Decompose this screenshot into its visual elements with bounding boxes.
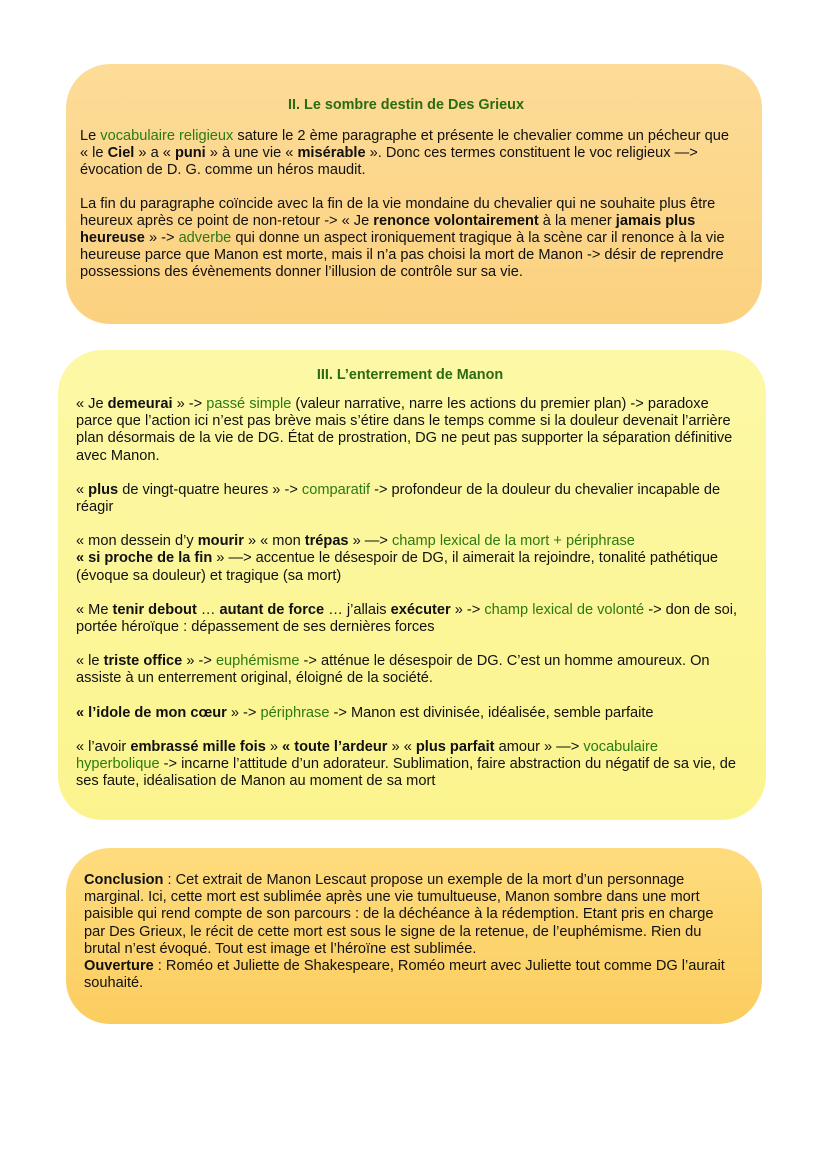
- bold-term: trépas: [304, 533, 349, 550]
- text: » a «: [134, 145, 175, 162]
- text: » —>: [348, 533, 392, 550]
- bold-term: demeurai: [107, 396, 173, 412]
- highlight: adverbe: [178, 230, 232, 247]
- section-3-paragraph-1: [76, 396, 744, 465]
- bold-term: renonce volontairement: [373, 212, 539, 229]
- highlight: vocabulaire hyperbolique: [76, 738, 658, 773]
- conclusion-label: Conclusion: [84, 872, 164, 888]
- text: -> Manon est divinisée, idéalisée, semble parfaite: [329, 704, 654, 721]
- text: « le: [76, 653, 104, 670]
- text: «: [76, 481, 89, 498]
- bold-term: plus parfait: [415, 738, 495, 755]
- text: « Je: [76, 396, 108, 412]
- text: -> profondeur de la douleur du chevalier incapable de réagir: [76, 481, 721, 516]
- section-2-card: [66, 64, 762, 324]
- highlight: champ lexical de la mort + périphrase: [391, 533, 635, 550]
- text: … j’allais: [324, 601, 391, 618]
- conclusion-paragraph: [84, 872, 734, 958]
- text: …: [196, 601, 220, 618]
- bold-term: autant de force: [219, 601, 325, 618]
- bold-term: puni: [174, 145, 206, 162]
- text: La fin du paragraphe coïncide avec la fin de la vie mondaine du chevalier qui ne souhaite plus être heureux après ce point de non-retour -> « Je: [80, 195, 716, 229]
- opening-paragraph: [84, 958, 734, 992]
- bold-term: misérable: [297, 145, 366, 162]
- text: à la mener: [538, 212, 616, 229]
- highlight: passé simple: [206, 396, 292, 412]
- bold-term: embrassé mille fois: [130, 738, 266, 755]
- text: » ->: [182, 653, 216, 670]
- text: amour » —>: [494, 738, 584, 755]
- highlight: champ lexical de volonté: [484, 601, 645, 618]
- section-3-paragraph-3: [76, 533, 744, 585]
- bold-term: « si proche de la fin: [76, 550, 213, 567]
- text: qui donne un aspect ironiquement tragique à la scène car il renonce à la vie heureuse parce que Manon est morte, mais il n’a pas choisi la mort de Manon -> désir de reprendre possessions des évènements donner l’illusion de contrôle sur sa vie.: [80, 230, 725, 281]
- text: » ->: [450, 601, 485, 618]
- text: : Cet extrait de Manon Lescaut propose un exemple de la mort d’un personnage marginal. Ici, cette mort est sublimée après une vie tumultueuse, Manon sombre dans une mort paisible qui rend compte de son parcours : de la déchéance à la rédemption. Etant pris en charge par Des Grieux, le récit de cette mort est sous le signe de la retenue, de l’euphémisme. Rien du brutal n’est évoqué. Tout est image et l’héroïne est sublimée.: [84, 872, 714, 957]
- text: ». Donc ces termes constituent le voc religieux —> évocation de D. G. comme un héros maudit.: [80, 145, 698, 179]
- text: » —> accentue le désespoir de DG, il aimerait la rejoindre, tonalité pathétique (évoque sa douleur) et tragique (sa mort): [76, 550, 719, 584]
- bold-term: exécuter: [390, 601, 451, 618]
- section-3-paragraph-4: [76, 602, 744, 636]
- bold-term: triste office: [103, 653, 183, 670]
- text: » ->: [144, 230, 179, 247]
- text: » ->: [172, 396, 207, 412]
- text: -> atténue le désespoir de DG. C’est un homme amoureux. On assiste à un enterrement original, éloigné de la société.: [76, 653, 710, 687]
- section-2-paragraph-2: [80, 196, 732, 282]
- text: -> incarne l’attitude d’un adorateur. Sublimation, faire abstraction du négatif de sa vie, de ses faute, idéalisation de Manon au moment de sa mort: [76, 756, 736, 790]
- text: : Roméo et Juliette de Shakespeare, Roméo meurt avec Juliette tout comme DG l’aurait souhaité.: [84, 958, 725, 992]
- section-2-title: II. Le sombre destin de Des Grieux: [288, 97, 524, 113]
- text: « l’avoir: [76, 738, 131, 755]
- bold-term: Ciel: [107, 145, 135, 162]
- text: « mon dessein d’y: [76, 533, 198, 550]
- text: -> don de soi, portée héroïque : dépassement de ses dernières forces: [76, 601, 738, 636]
- text: (valeur narrative, narre les actions du premier plan) -> paradoxe parce que l’action ici n’est pas brève mais s’étire dans le temps comme si la douleur devenait l’arrière plan désormais de la vie de DG. État de prostration, DG ne peut pas supporter la séparation définitive avec Manon.: [76, 396, 733, 464]
- conclusion-card: [66, 848, 762, 1024]
- section-3-card: [58, 350, 766, 820]
- section-2-paragraph-1: [80, 128, 732, 180]
- bold-term: « l’idole de mon cœur: [76, 704, 227, 721]
- text: »: [265, 738, 283, 755]
- opening-label: Ouverture: [84, 958, 154, 975]
- highlight: périphrase: [260, 704, 330, 721]
- text: » à une vie «: [205, 145, 298, 162]
- text: » ->: [226, 704, 261, 721]
- section-3-paragraph-7: [76, 739, 744, 791]
- text: sature le 2 ème paragraphe et présente le chevalier comme un pécheur que « le: [80, 128, 730, 162]
- section-3-paragraph-6: [76, 705, 744, 722]
- section-3-paragraph-2: [76, 482, 744, 516]
- text: » « mon: [243, 533, 305, 550]
- highlight: comparatif: [301, 481, 371, 498]
- section-3-paragraph-5: [76, 653, 744, 687]
- bold-term: mourir: [197, 533, 244, 550]
- bold-term: jamais plus heureuse: [80, 212, 696, 247]
- section-3-title: III. L’enterrement de Manon: [316, 367, 504, 383]
- bold-term: tenir debout: [112, 601, 197, 618]
- text: Le: [80, 128, 101, 144]
- text: « Me: [76, 601, 113, 618]
- bold-term: « toute l’ardeur: [282, 738, 388, 755]
- text: de vingt-quatre heures » ->: [118, 481, 302, 498]
- bold-term: plus: [88, 481, 119, 498]
- text: » «: [387, 738, 416, 755]
- highlight: vocabulaire religieux: [100, 128, 234, 144]
- highlight: euphémisme: [215, 653, 300, 670]
